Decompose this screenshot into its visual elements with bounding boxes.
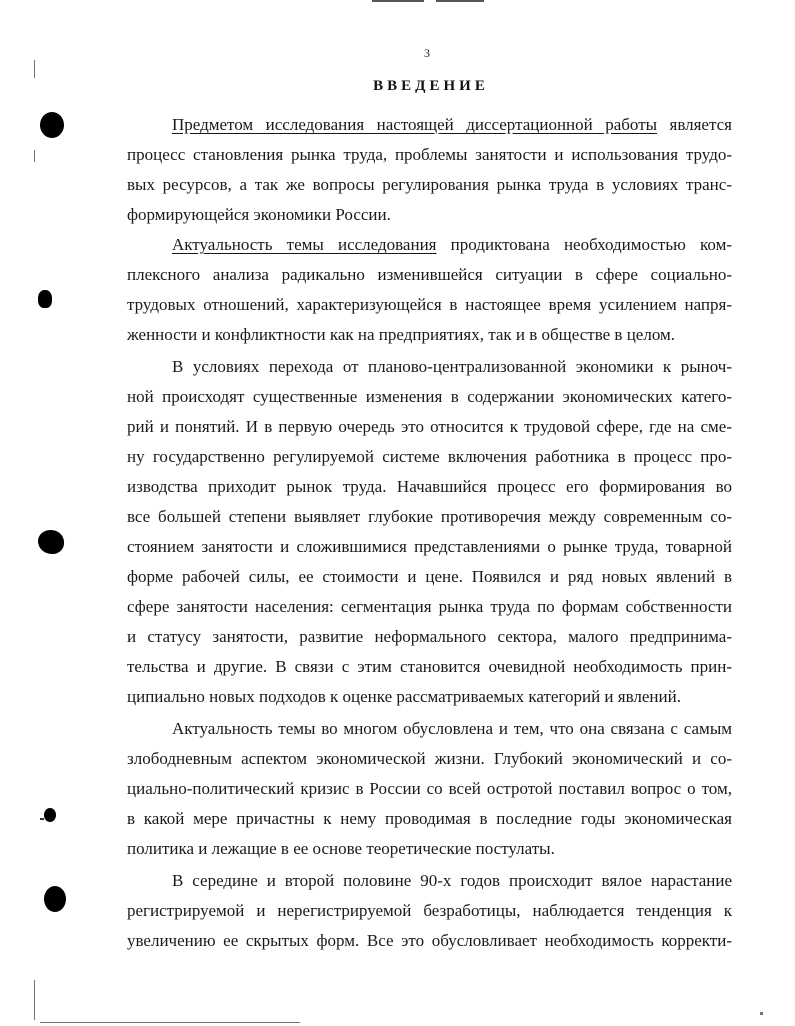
scan-edge-mark [372,0,424,2]
punch-hole [44,808,56,822]
scan-edge-mark [760,1012,763,1015]
text-line: вых ресурсов, а так же вопросы регулирования рынка труда в условиях транс- [127,175,732,194]
text-line: ципиально новых подходов к оценке рассматриваемых категорий и явлений. [127,687,681,706]
punch-hole [38,290,52,308]
text-line: регистрируемой и нерегистрируемой безработицы, наблюдается тенденция к [127,901,732,920]
scan-edge-mark [436,0,484,2]
punch-hole [38,530,64,554]
scan-edge-mark [34,150,35,162]
text-line: ной происходят существенные изменения в содержании экономических катего- [127,387,732,406]
text-line: рий и понятий. И в первую очередь это относится к трудовой сфере, где на сме- [127,417,732,436]
text-line: в какой мере причастны к нему проводимая в последние годы экономическая [127,809,732,828]
text-line: все большей степени выявляет глубокие противоречия между современным со- [127,507,732,526]
text-line: женности и конфликтности как на предприятиях, так и в обществе в целом. [127,325,676,344]
underlined-subject: Предметом исследования настоящей диссертационной работы [172,115,658,134]
text-line: стоянием занятости и сложившимися представлениями о рынке труда, товарной [127,537,732,556]
scan-speck [40,818,44,820]
text-line: процесс становления рынка труда, проблемы занятости и использования трудо- [127,145,732,164]
text-line: и статусу занятости, развитие неформального сектора, малого предпринима- [127,627,732,646]
text-line: злободневным аспектом экономической жизни. Глубокий экономический и со- [127,749,732,768]
underlined-subject: Актуальность темы исследования [172,235,437,254]
text-line: плексного анализа радикально изменившейся ситуации в сфере социально- [127,265,732,284]
page-number: 3 [424,46,430,60]
text-line: форме рабочей силы, ее стоимости и цене. Появился и ряд новых явлений в [127,567,732,586]
scan-edge-mark [40,1022,300,1023]
text-line: изводства приходит рынок труда. Начавшийся процесс его формирования во [127,477,732,496]
paragraph-first-line: Актуальность темы во многом обусловлена и тем, что она связана с самым [172,719,732,738]
paragraph-first-line: В середине и второй половине 90-х годов происходит вялое нарастание [172,871,732,890]
text-line: формирующейся экономики России. [127,205,391,224]
page-heading: ВВЕДЕНИЕ [373,78,489,94]
paragraph-first-line [172,110,732,140]
scan-edge-mark [34,60,35,78]
text-line: политика и лежащие в ее основе теоретические постулаты. [127,839,555,858]
text-line: увеличению ее скрытых форм. Все это обусловливает необходимость корректи- [127,931,732,950]
text-line: ну государственно регулируемой системе включения работника в процесс про- [127,447,732,466]
text-span: является [657,115,732,134]
text-line: тельства и другие. В связи с этим становится очевидной необходимость прин- [127,657,732,676]
punch-hole [40,112,64,138]
paragraph-first-line [172,230,732,260]
punch-hole [44,886,66,912]
text-line: циально-политический кризис в России со всей остротой поставил вопрос о том, [127,779,732,798]
text-span: продиктована необходимостью ком- [436,235,732,254]
scan-edge-mark [34,980,35,1020]
text-line: сфере занятости населения: сегментация рынка труда по формам собственности [127,597,732,616]
text-line: трудовых отношений, характеризующейся в настоящее время усилением напря- [127,295,732,314]
paragraph-first-line: В условиях перехода от планово-централизованной экономики к рыноч- [172,357,732,376]
